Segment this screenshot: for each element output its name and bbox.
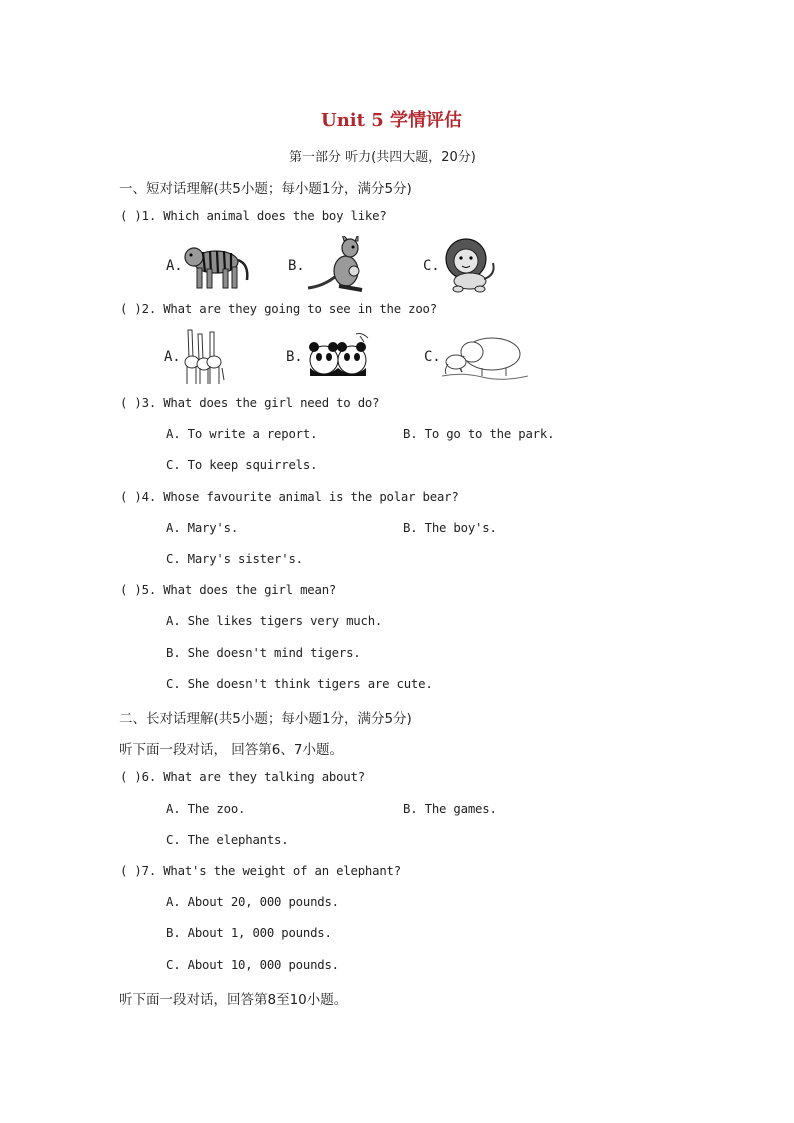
q6-option-c: C. The elephants. (166, 833, 289, 847)
question-7-stem: ( )7. What's the weight of an elephant? (120, 864, 401, 878)
q5-option-a: A. She likes tigers very much. (166, 614, 383, 628)
question-2-stem: ( )2. What are they going to see in the zoo? (120, 302, 437, 316)
elephants-icon (442, 332, 528, 384)
question-3-stem: ( )3. What does the girl need to do? (120, 396, 380, 410)
q4-option-a: A. Mary's. (166, 521, 239, 535)
part-subtitle: 第一部分 听力(共四大题，20分) (289, 150, 476, 165)
q6-option-a: A. The zoo. (166, 802, 246, 816)
kangaroo-icon (306, 236, 372, 298)
q6-option-b: B. The games. (403, 802, 497, 816)
q5-option-b: B. She doesn't mind tigers. (166, 646, 361, 660)
q7-option-a: A. About 20, 000 pounds. (166, 895, 339, 909)
question-1-stem: ( )1. Which animal does the boy like? (120, 209, 387, 223)
instruction-q6-q7: 听下面一段对话， 回答第6、7小题。 (119, 742, 343, 758)
q2-option-a-label: A. (164, 349, 181, 365)
question-5-stem: ( )5. What does the girl mean? (120, 583, 337, 597)
q4-option-c: C. Mary's sister's. (166, 552, 303, 566)
instruction-q8-q10: 听下面一段对话，回答第8至10小题。 (119, 992, 348, 1008)
q1-option-c-label: C. (423, 258, 440, 274)
q1-option-b-label: B. (288, 258, 305, 274)
pandas-icon (306, 332, 372, 384)
q2-option-c-label: C. (424, 349, 441, 365)
section-heading-short-dialogue: 一、短对话理解(共5小题；每小题1分，满分5分) (119, 181, 412, 197)
question-4-stem: ( )4. Whose favourite animal is the polar bear? (120, 490, 459, 504)
q3-option-b: B. To go to the park. (403, 427, 555, 441)
q5-option-c: C. She doesn't think tigers are cute. (166, 677, 433, 691)
q3-option-a: A. To write a report. (166, 427, 318, 441)
q3-option-c: C. To keep squirrels. (166, 458, 318, 472)
lion-icon (444, 235, 498, 297)
q7-option-b: B. About 1, 000 pounds. (166, 926, 332, 940)
tiger-icon (183, 238, 253, 296)
q4-option-b: B. The boy's. (403, 521, 497, 535)
giraffes-icon (182, 328, 226, 390)
q7-option-c: C. About 10, 000 pounds. (166, 958, 339, 972)
q2-option-b-label: B. (286, 349, 303, 365)
question-6-stem: ( )6. What are they talking about? (120, 770, 365, 784)
q1-option-a-label: A. (166, 258, 183, 274)
section-heading-long-dialogue: 二、长对话理解(共5小题；每小题1分，满分5分) (119, 711, 412, 727)
page-title: Unit 5 学情评估 (321, 110, 462, 131)
